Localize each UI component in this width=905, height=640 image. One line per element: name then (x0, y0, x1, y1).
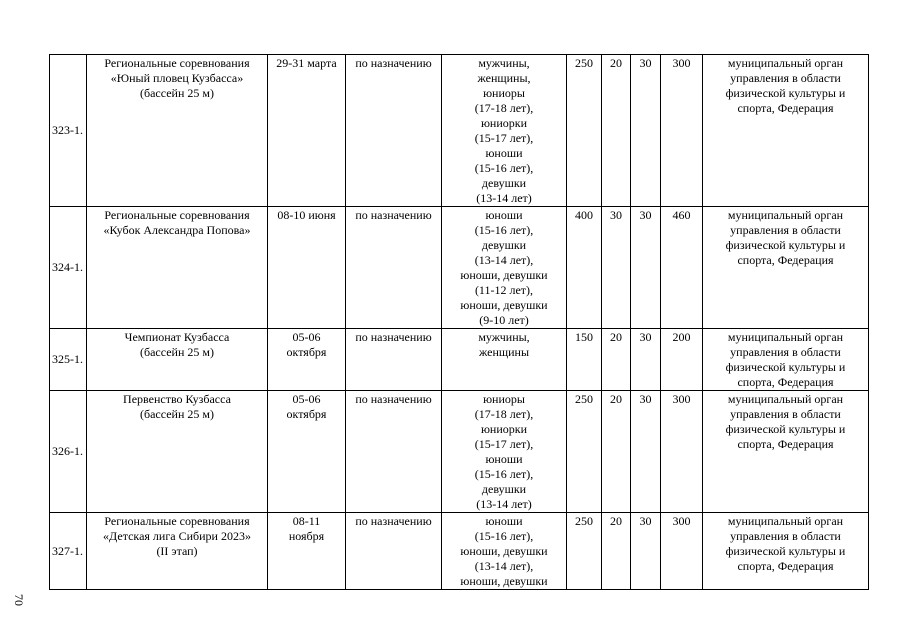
event-dates: 29-31 марта (268, 55, 346, 207)
count-2: 20 (602, 329, 631, 391)
count-1: 250 (567, 513, 602, 590)
organizer: муниципальный орган управления в области физической культуры и спорта, Федерация (703, 513, 869, 590)
participant-categories: юниоры (17-18 лет), юниорки (15-17 лет), юноши (15-16 лет), девушки (13-14 лет) (442, 391, 567, 513)
participants-assignment: по назначению (346, 207, 442, 329)
row-number: 327-1. (50, 513, 87, 590)
table-row (50, 513, 869, 590)
count-1: 250 (567, 391, 602, 513)
page-number: 70 (12, 594, 26, 606)
event-name: Региональные соревнования «Юный пловец Кузбасса» (бассейн 25 м) (87, 55, 268, 207)
count-1: 150 (567, 329, 602, 391)
row-number: 325-1. (50, 329, 87, 391)
count-3: 30 (631, 55, 661, 207)
row-number: 324-1. (50, 207, 87, 329)
count-total: 300 (661, 391, 703, 513)
event-dates: 08-10 июня (268, 207, 346, 329)
participant-categories: юноши (15-16 лет), девушки (13-14 лет), юноши, девушки (11-12 лет), юноши, девушки (9-10 лет) (442, 207, 567, 329)
participant-categories: мужчины, женщины (442, 329, 567, 391)
participants-assignment: по назначению (346, 55, 442, 207)
organizer: муниципальный орган управления в области физической культуры и спорта, Федерация (703, 391, 869, 513)
table-row (50, 207, 869, 329)
count-total: 200 (661, 329, 703, 391)
event-dates: 05-06 октября (268, 391, 346, 513)
event-name: Региональные соревнования «Детская лига Сибири 2023» (II этап) (87, 513, 268, 590)
count-total: 300 (661, 513, 703, 590)
row-number: 326-1. (50, 391, 87, 513)
participants-assignment: по назначению (346, 391, 442, 513)
participants-assignment: по назначению (346, 329, 442, 391)
count-3: 30 (631, 391, 661, 513)
organizer: муниципальный орган управления в области физической культуры и спорта, Федерация (703, 329, 869, 391)
count-2: 30 (602, 207, 631, 329)
participants-assignment: по назначению (346, 513, 442, 590)
event-dates: 08-11 ноября (268, 513, 346, 590)
organizer: муниципальный орган управления в области физической культуры и спорта, Федерация (703, 55, 869, 207)
table-row (50, 55, 869, 207)
event-name: Региональные соревнования «Кубок Александра Попова» (87, 207, 268, 329)
participant-categories: мужчины, женщины, юниоры (17-18 лет), юниорки (15-17 лет), юноши (15-16 лет), девушки (13-14 лет) (442, 55, 567, 207)
count-3: 30 (631, 513, 661, 590)
count-3: 30 (631, 329, 661, 391)
count-3: 30 (631, 207, 661, 329)
table-row (50, 391, 869, 513)
schedule-table (49, 54, 869, 590)
count-total: 300 (661, 55, 703, 207)
count-1: 400 (567, 207, 602, 329)
count-2: 20 (602, 391, 631, 513)
event-dates: 05-06 октября (268, 329, 346, 391)
row-number: 323-1. (50, 55, 87, 207)
count-total: 460 (661, 207, 703, 329)
participant-categories: юноши (15-16 лет), юноши, девушки (13-14 лет), юноши, девушки (442, 513, 567, 590)
count-2: 20 (602, 55, 631, 207)
count-1: 250 (567, 55, 602, 207)
event-name: Чемпионат Кузбасса (бассейн 25 м) (87, 329, 268, 391)
table-row (50, 329, 869, 391)
event-name: Первенство Кузбасса (бассейн 25 м) (87, 391, 268, 513)
organizer: муниципальный орган управления в области физической культуры и спорта, Федерация (703, 207, 869, 329)
count-2: 20 (602, 513, 631, 590)
